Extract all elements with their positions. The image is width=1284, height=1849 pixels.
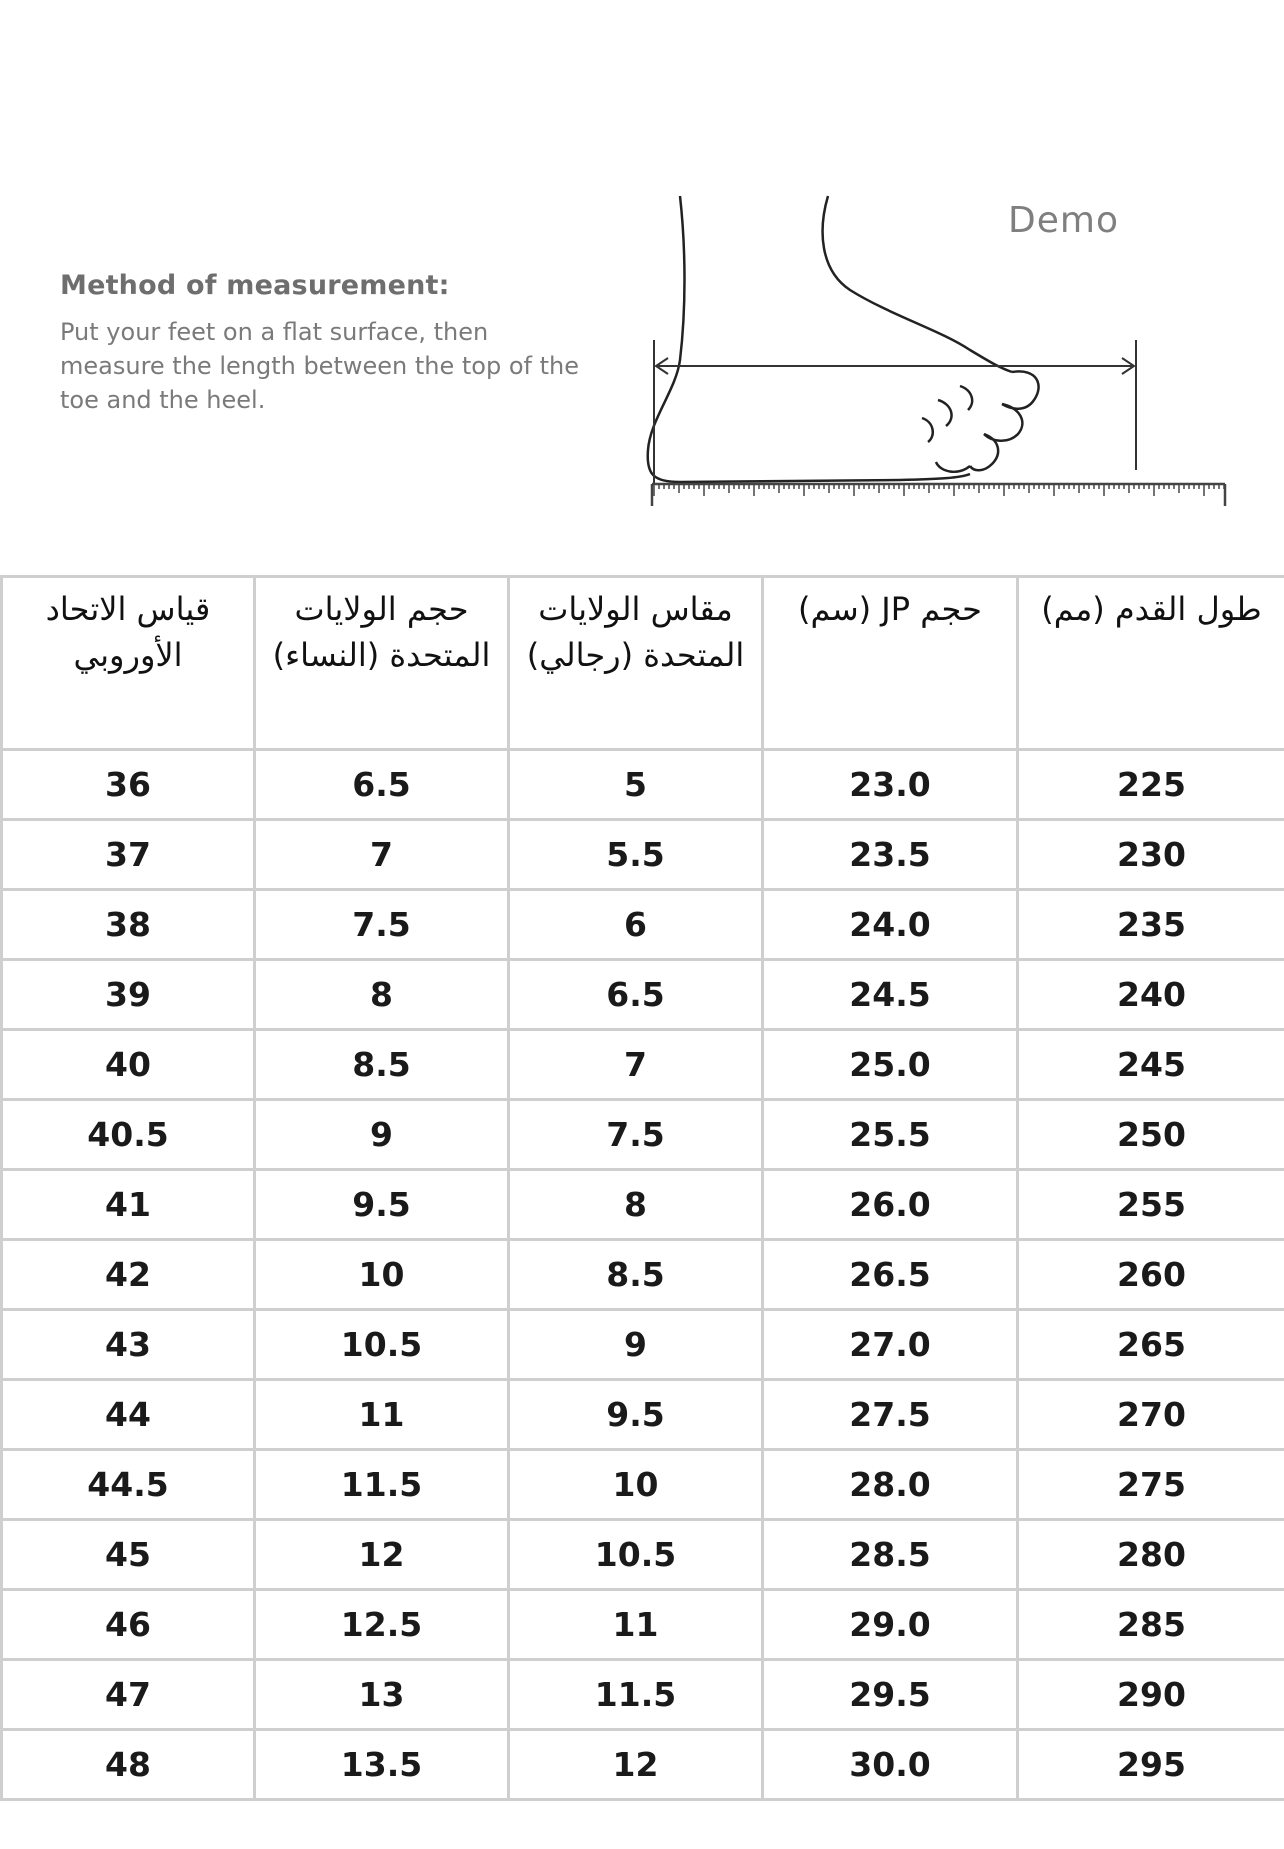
table-row [2, 1030, 1284, 1100]
foot-length-cell: 285 [1018, 1590, 1284, 1660]
eu-size-cell: 40.5 [2, 1100, 255, 1170]
us-men-size-cell: 11.5 [509, 1660, 763, 1730]
table-row [2, 750, 1284, 820]
us-women-size-cell: 13.5 [255, 1730, 509, 1800]
eu-size-cell: 39 [2, 960, 255, 1030]
eu-size-cell: 36 [2, 750, 255, 820]
table-row [2, 1170, 1284, 1240]
us-men-size-cell: 10 [509, 1450, 763, 1520]
eu-size-cell: 40 [2, 1030, 255, 1100]
foot-top-outline [823, 196, 1012, 372]
jp-size-cell: 28.5 [763, 1520, 1018, 1590]
table-row [2, 1100, 1284, 1170]
foot-length-cell: 280 [1018, 1520, 1284, 1590]
foot-length-cell: 290 [1018, 1660, 1284, 1730]
us-women-size-cell: 7.5 [255, 890, 509, 960]
foot-outline [648, 196, 970, 482]
jp-size-cell: 26.0 [763, 1170, 1018, 1240]
us-women-size-cell: 12 [255, 1520, 509, 1590]
foot-length-cell: 250 [1018, 1100, 1284, 1170]
us-women-size-cell: 11 [255, 1380, 509, 1450]
eu-size-cell: 37 [2, 820, 255, 890]
measurement-instructions [60, 270, 580, 417]
us-women-size-cell: 6.5 [255, 750, 509, 820]
eu-size-cell: 46 [2, 1590, 255, 1660]
jp-size-cell: 27.0 [763, 1310, 1018, 1380]
foot-length-cell: 235 [1018, 890, 1284, 960]
header-us-men-size: مقاس الولايات المتحدة (رجالي) [509, 577, 763, 750]
table-row [2, 960, 1284, 1030]
jp-size-cell: 26.5 [763, 1240, 1018, 1310]
us-men-size-cell: 8 [509, 1170, 763, 1240]
eu-size-cell: 43 [2, 1310, 255, 1380]
length-arrow-icon [654, 340, 1136, 485]
us-men-size-cell: 10.5 [509, 1520, 763, 1590]
header-us-women-size: حجم الولايات المتحدة (النساء) [255, 577, 509, 750]
table-header-row [2, 577, 1284, 750]
us-women-size-cell: 9.5 [255, 1170, 509, 1240]
eu-size-cell: 41 [2, 1170, 255, 1240]
table-row [2, 820, 1284, 890]
table-row [2, 1660, 1284, 1730]
us-women-size-cell: 8.5 [255, 1030, 509, 1100]
table-row [2, 1380, 1284, 1450]
header-foot-length: طول القدم (مم) [1018, 577, 1284, 750]
jp-size-cell: 29.0 [763, 1590, 1018, 1660]
eu-size-cell: 48 [2, 1730, 255, 1800]
table-row [2, 1590, 1284, 1660]
table-row [2, 1730, 1284, 1800]
us-women-size-cell: 12.5 [255, 1590, 509, 1660]
us-men-size-cell: 6.5 [509, 960, 763, 1030]
foot-length-cell: 225 [1018, 750, 1284, 820]
header-eu-size: قياس الاتحاد الأوروبي [2, 577, 255, 750]
jp-size-cell: 24.5 [763, 960, 1018, 1030]
eu-size-cell: 38 [2, 890, 255, 960]
us-women-size-cell: 10 [255, 1240, 509, 1310]
us-women-size-cell: 10.5 [255, 1310, 509, 1380]
foot-length-cell: 230 [1018, 820, 1284, 890]
foot-length-cell: 295 [1018, 1730, 1284, 1800]
eu-size-cell: 47 [2, 1660, 255, 1730]
jp-size-cell: 30.0 [763, 1730, 1018, 1800]
foot-length-cell: 275 [1018, 1450, 1284, 1520]
us-women-size-cell: 7 [255, 820, 509, 890]
eu-size-cell: 42 [2, 1240, 255, 1310]
us-men-size-cell: 6 [509, 890, 763, 960]
toes-icon [922, 371, 1039, 471]
table-row [2, 1520, 1284, 1590]
us-men-size-cell: 5 [509, 750, 763, 820]
us-women-size-cell: 11.5 [255, 1450, 509, 1520]
table-row [2, 1450, 1284, 1520]
method-text: Put your feet on a flat surface, then measure the length between the top of the toe and the heel. [60, 318, 579, 414]
jp-size-cell: 23.5 [763, 820, 1018, 890]
foot-length-cell: 245 [1018, 1030, 1284, 1100]
jp-size-cell: 27.5 [763, 1380, 1018, 1450]
foot-length-cell: 240 [1018, 960, 1284, 1030]
jp-size-cell: 29.5 [763, 1660, 1018, 1730]
us-men-size-cell: 9.5 [509, 1380, 763, 1450]
us-women-size-cell: 13 [255, 1660, 509, 1730]
eu-size-cell: 45 [2, 1520, 255, 1590]
foot-length-cell: 265 [1018, 1310, 1284, 1380]
table-row [2, 890, 1284, 960]
size-chart-table [0, 575, 1284, 1801]
jp-size-cell: 28.0 [763, 1450, 1018, 1520]
foot-length-cell: 270 [1018, 1380, 1284, 1450]
foot-measurement-illustration [640, 190, 1240, 520]
us-men-size-cell: 7 [509, 1030, 763, 1100]
jp-size-cell: 24.0 [763, 890, 1018, 960]
method-title: Method of measurement: [60, 270, 450, 301]
us-men-size-cell: 12 [509, 1730, 763, 1800]
eu-size-cell: 44.5 [2, 1450, 255, 1520]
us-women-size-cell: 8 [255, 960, 509, 1030]
table-row [2, 1310, 1284, 1380]
header-jp-size: حجم JP (سم) [763, 577, 1018, 750]
table-row [2, 1240, 1284, 1310]
eu-size-cell: 44 [2, 1380, 255, 1450]
foot-length-cell: 260 [1018, 1240, 1284, 1310]
demo-label: Demo [1008, 200, 1119, 241]
us-men-size-cell: 7.5 [509, 1100, 763, 1170]
us-women-size-cell: 9 [255, 1100, 509, 1170]
jp-size-cell: 25.5 [763, 1100, 1018, 1170]
ruler-icon [652, 484, 1225, 506]
us-men-size-cell: 5.5 [509, 820, 763, 890]
jp-size-cell: 23.0 [763, 750, 1018, 820]
us-men-size-cell: 8.5 [509, 1240, 763, 1310]
us-men-size-cell: 11 [509, 1590, 763, 1660]
jp-size-cell: 25.0 [763, 1030, 1018, 1100]
us-men-size-cell: 9 [509, 1310, 763, 1380]
foot-length-cell: 255 [1018, 1170, 1284, 1240]
